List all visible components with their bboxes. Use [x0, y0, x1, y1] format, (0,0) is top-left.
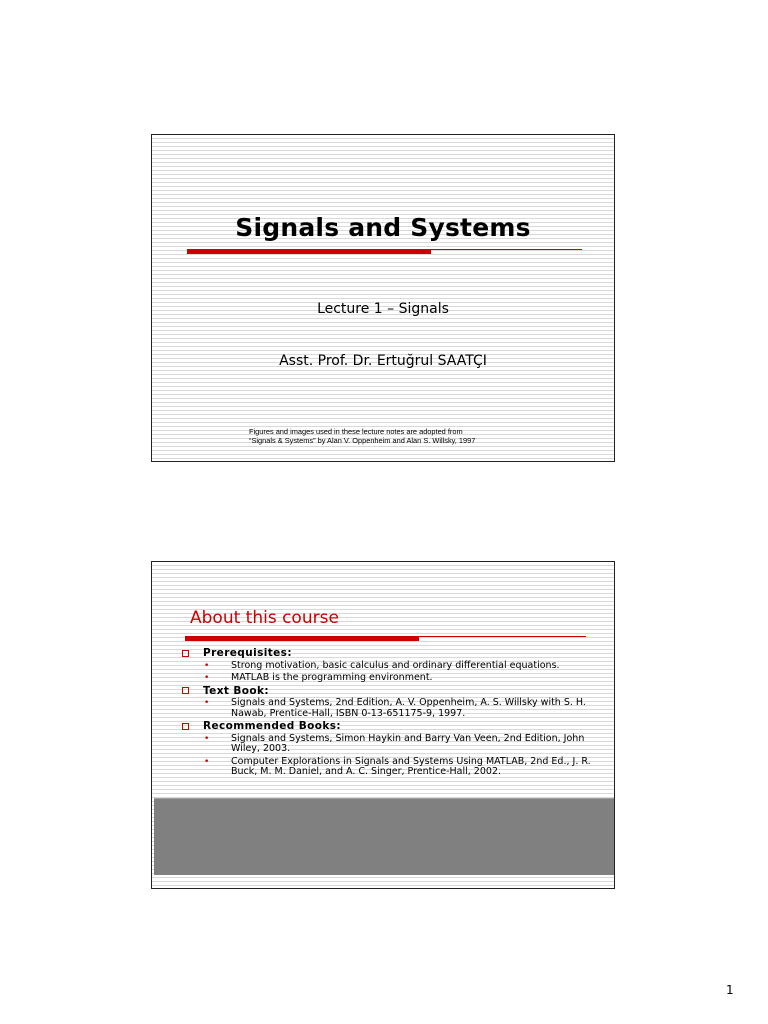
source-note-line-2: “Signals & Systems” by Alan V. Oppenheim and Alan S. Willsky, 1997: [249, 436, 476, 445]
list-item: [182, 673, 592, 684]
lecture-subtitle: Lecture 1 – Signals: [317, 301, 449, 317]
bullet-dot-icon: •: [204, 660, 210, 671]
course-content: [182, 646, 592, 780]
section-title: Recommended Books:: [203, 720, 341, 732]
list-item: [182, 734, 592, 755]
section-title: Text Book:: [203, 684, 269, 697]
slide-title: Signals and Systems: [235, 213, 531, 242]
source-note: [249, 427, 475, 445]
list-item: [182, 698, 592, 719]
section-prerequisites: [182, 648, 592, 659]
list-item-text: Signals and Systems, 2nd Edition, A. V. Oppenheim, A. S. Willsky with S. H. Nawab, Prentice-Hall, ISBN 0-13-651175-9, 1997.: [231, 697, 586, 719]
section-title: Prerequisites:: [203, 647, 292, 659]
checkbox-bullet-icon: [182, 723, 189, 730]
section-text-book: [182, 686, 592, 697]
title-slide: [151, 134, 615, 462]
title-underline-thick: [187, 249, 431, 254]
bullet-dot-icon: •: [204, 698, 210, 708]
slide-heading: About this course: [190, 608, 339, 628]
section-recommended-books: [182, 721, 592, 732]
checkbox-bullet-icon: [182, 687, 189, 694]
list-item-text: Computer Explorations in Signals and Systems Using MATLAB, 2nd Ed., J. R. Buck, M. M. Daniel, and A. C. Singer, Prentice-Hall, 2002.: [231, 755, 591, 777]
bullet-dot-icon: •: [204, 733, 210, 744]
heading-underline-thick: [185, 636, 419, 641]
list-item-text: Strong motivation, basic calculus and ordinary differential equations.: [231, 659, 560, 671]
source-note-line-1: Figures and images used in these lecture notes are adopted from: [249, 427, 463, 436]
title-underline-thin: [431, 249, 582, 250]
list-item-text: Signals and Systems, Simon Haykin and Barry Van Veen, 2nd Edition, John Wiley, 2003.: [231, 732, 585, 754]
page-number: 1: [726, 983, 734, 997]
checkbox-bullet-icon: [182, 650, 189, 657]
list-item-text: MATLAB is the programming environment.: [231, 672, 433, 683]
gray-overlay-box: [154, 798, 614, 875]
bullet-dot-icon: •: [204, 756, 210, 767]
bullet-dot-icon: •: [204, 673, 210, 683]
list-item: [182, 661, 592, 672]
course-info-slide: [151, 561, 615, 889]
heading-underline-thin: [419, 636, 586, 637]
author-name: Asst. Prof. Dr. Ertuğrul SAATÇI: [279, 353, 487, 369]
list-item: [182, 757, 592, 778]
